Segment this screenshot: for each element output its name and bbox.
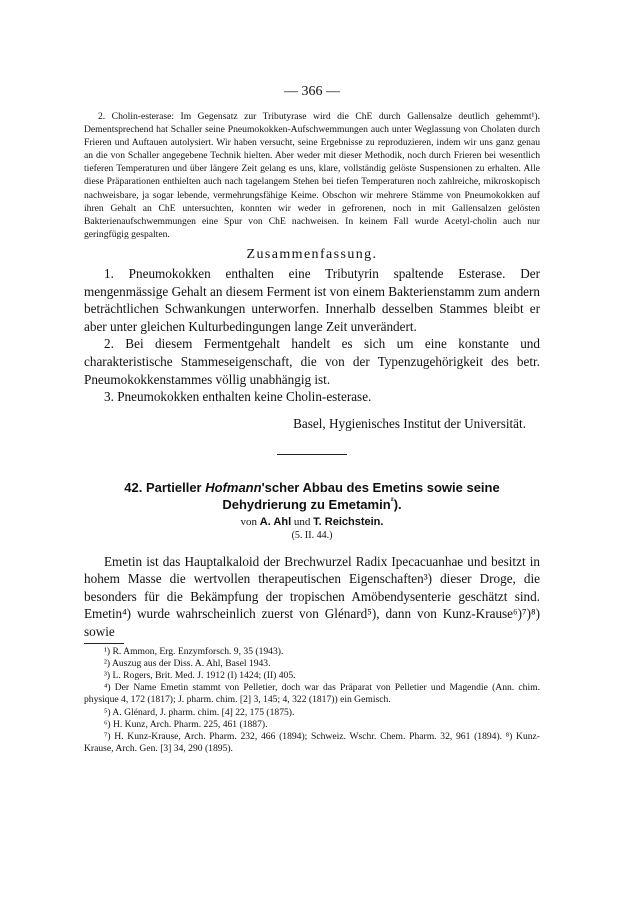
section-2-paragraph: 2. Cholin-esterase: Im Gegensatz zur Tributyrase wird die ChE durch Gallensalze deutlich gehemmt¹). Dementsprechend hat Schaller seine Pneumokokken-Aufschwemmungen auch unter Weglassung von Cholaten durch Frieren und Auftauen autolysiert. Wir haben versucht, seine Ergebnisse zu reproduzieren, indem wir uns ganz genau an die von Schaller angegebene Technik hielten. Aber weder mit dieser Methodik, noch durch Frieren bei wesentlich tieferen Temperaturen und über längere Zeit gelang es uns, klare, vollständig gelöste Suspensionen zu erhalten. Alle diese Präparationen enthielten auch nach tagelangem Stehen bei tiefen Temperaturen noch zahlreiche, mikroskopisch nachweisbare, ja sogar lebende, vermehrungsfähige Keime. Obschon wir mehrere Stämme von Pneumokokken auf ihren Gehalt an ChE untersuchten, konnten wir weder in gefrorenen, noch in mit Gallensalzen gelösten Bakterienaufschwemmungen eine Spur von ChE nachweisen. In keinem Fall wurde Acetyl-cholin auch nur geringfügig gespalten. — [84, 111, 540, 240]
footnote-2: ²) Auszug aus der Diss. A. Ahl, Basel 1943. — [104, 657, 271, 669]
summary-point-1: 1. Pneumokokken enthalten eine Tributyrin spaltende Esterase. Der mengenmässige Gehalt an diesem Ferment ist von einem Bakterienstamm zum andern beträchtlichen Schwankungen unterworfen. Innerhalb desselben Stammes bleibt er aber unter gleichen Kulturbedingungen lange Zeit unverändert. — [84, 265, 540, 334]
footnote-5: ⁵) A. Glénard, J. pharm. chim. [4] 22, 175 (1875). — [104, 706, 295, 718]
footnotes — [84, 646, 540, 756]
title-footnote-mark: ² — [390, 495, 394, 506]
footnote-6: ⁶) H. Kunz, Arch. Pharm. 225, 461 (1887). — [104, 718, 268, 730]
summary-point-3: 3. Pneumokokken enthalten keine Cholin-esterase. — [104, 389, 372, 405]
article-paragraph-1: Emetin ist das Hauptalkaloid der Brechwurzel Radix Ipecacuanhae und besitzt in hohem Masse die wertvollen therapeutischen Eigenschaften³) dieser Droge, die besonders für die Bekämpfung der tropischen Amöbendysenterie geschätzt sind. Emetin⁴) wurde wahrscheinlich zuerst von Glénard⁵), dann von Kunz-Krause⁶)⁷)⁸) sowie — [84, 553, 540, 640]
summary-heading: Zusammenfassung. — [246, 246, 378, 262]
section-cholin-esterase — [84, 110, 540, 241]
article-authors — [84, 516, 540, 528]
footnote-1: ¹) R. Ammon, Erg. Enzymforsch. 9, 35 (1943). — [104, 645, 284, 657]
authors-von: von — [240, 515, 258, 528]
summary-point-2: 2. Bei diesem Fermentgehalt handelt es sich um eine konstante und charakteristische Stammeseigenschaft, die von der Typenzugehörigkeit des betr. Pneumokokkenstammes völlig unabhängig ist. — [84, 336, 540, 387]
article-title — [84, 479, 540, 513]
footnote-3: ³) L. Rogers, Brit. Med. J. 1912 (I) 1424; (II) 405. — [104, 670, 296, 682]
title-name: Hofmann — [205, 479, 262, 495]
footnote-divider — [84, 643, 124, 644]
title-post: 'scher Abbau des Emetins sowie seine — [261, 479, 500, 495]
author-2: T. Reichstein. — [313, 515, 384, 528]
footnote-7-8: ⁷) H. Kunz-Krause, Arch. Pharm. 232, 466 (1894); Schweiz. Wschr. Chem. Pharm. 32, 961 (1894). ⁸) Kunz-Krause, Arch. Gen. [3] 34, 290 (1895). — [84, 731, 540, 755]
article-number: 42. — [124, 479, 143, 495]
page-number: — 366 — — [284, 84, 340, 99]
article-body — [84, 553, 540, 641]
footnote-4: ⁴) Der Name Emetin stammt von Pelletier, doch war das Präparat von Pelletier und Magendie (Ann. chim. physique 4, 172 (1817); J. pharm. chim. [2] 3, 145; 4, 322 (1817)) ein Gemisch. — [84, 682, 540, 706]
author-1: A. Ahl — [259, 515, 292, 528]
affiliation: Basel, Hygienisches Institut der Universität. — [293, 415, 526, 431]
summary-list — [84, 265, 540, 406]
journal-page — [84, 84, 540, 755]
title-line2: Dehydrierung zu Emetamin — [222, 496, 391, 512]
authors-und: und — [293, 515, 311, 528]
section-divider — [277, 454, 347, 455]
title-pre: Partieller — [145, 479, 206, 495]
title-end: ). — [393, 496, 402, 512]
article-date: (5. II. 44.) — [291, 529, 333, 541]
